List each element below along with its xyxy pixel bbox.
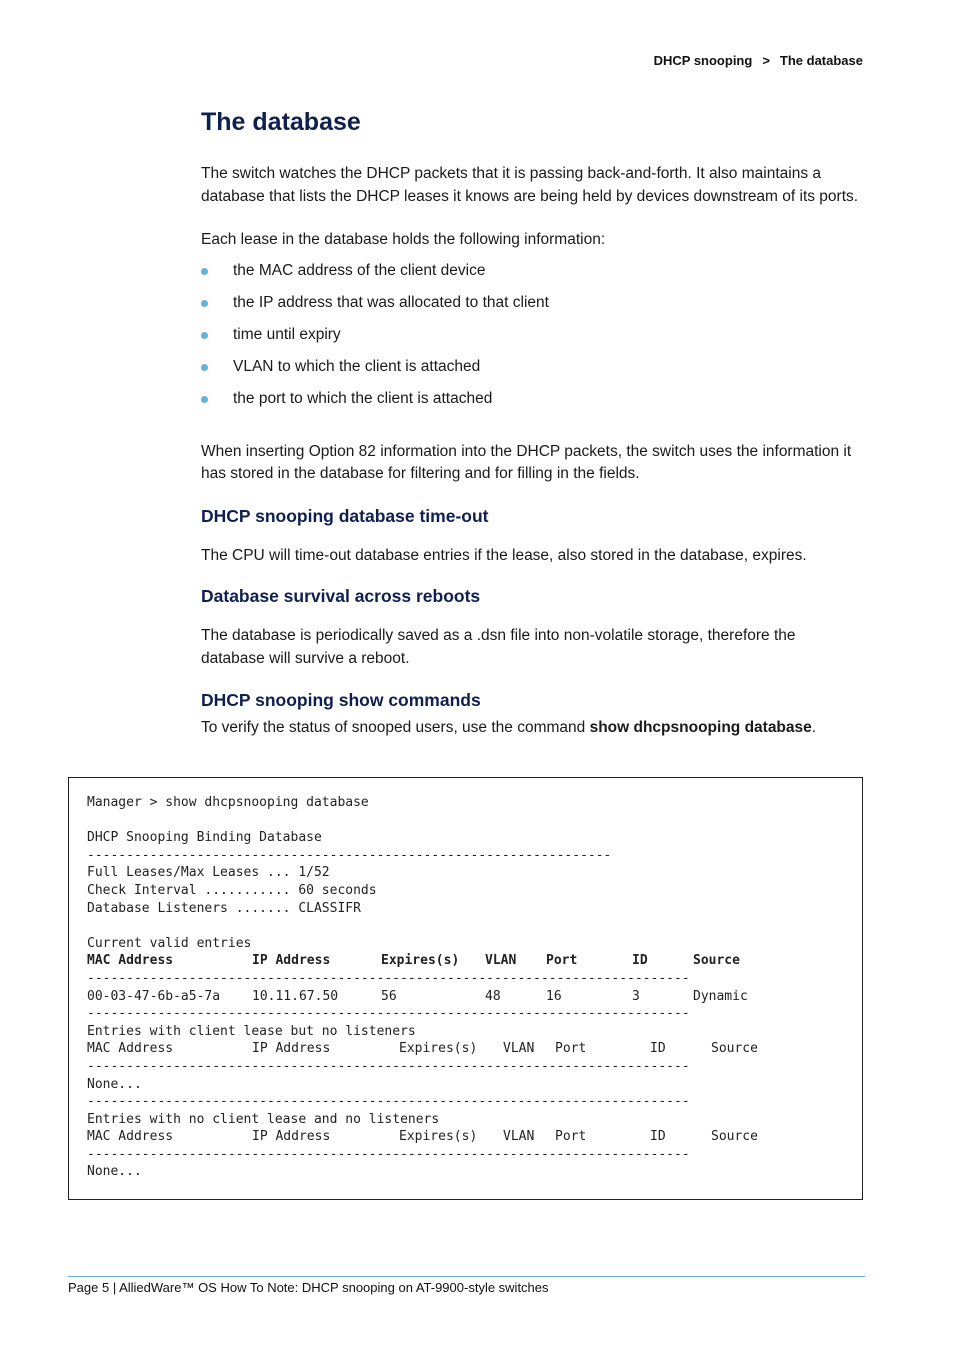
bullet-icon	[201, 364, 208, 371]
none-text: None...	[87, 1164, 142, 1180]
list-item	[201, 292, 861, 324]
column-header: Source	[693, 953, 740, 969]
column-header: Expires(s)	[381, 953, 460, 969]
divider-line: -----------------------------------------------------------------------------	[87, 1094, 690, 1110]
table-cell: 3	[632, 988, 640, 1004]
listeners-line: Database Listeners ....... CLASSIFR	[87, 900, 361, 916]
column-header: IP Address	[252, 1129, 331, 1145]
list-item-text: the IP address that was allocated to that client	[233, 293, 549, 311]
column-header: Expires(s)	[399, 1129, 478, 1145]
list-item-text: the MAC address of the client device	[233, 261, 486, 279]
option82-paragraph: When inserting Option 82 information into the DHCP packets, the switch uses the information it has stored in the database for filtering and for filling in the fields.	[201, 442, 852, 482]
list-item-text: time until expiry	[233, 325, 341, 343]
divider-line: -----------------------------------------------------------------------------	[87, 1006, 690, 1022]
table-cell: 48	[485, 988, 501, 1004]
table-cell: 56	[381, 988, 397, 1004]
show-text-end: .	[811, 719, 817, 736]
no-listeners-heading: Entries with client lease but no listeners	[87, 1023, 416, 1039]
none-text: None...	[87, 1076, 142, 1092]
column-header: Source	[711, 1129, 758, 1145]
column-header: ID	[650, 1041, 666, 1057]
column-header: MAC Address	[87, 953, 174, 969]
column-header: Port	[555, 1041, 587, 1057]
blank-line	[87, 812, 862, 830]
page-title: The database	[201, 108, 361, 136]
table-cell: Dynamic	[693, 988, 748, 1004]
column-header: IP Address	[252, 1041, 331, 1057]
blank-line	[87, 917, 862, 935]
page-footer: Page 5 | AlliedWare™ OS How To Note: DHCP snooping on AT-9900-style switches	[68, 1280, 549, 1295]
bullet-icon	[201, 332, 208, 339]
intro-paragraph: The switch watches the DHCP packets that it is passing back-and-forth. It also maintains a database that lists the DHCP leases it knows are being held by devices downstream of its ports.	[201, 165, 859, 205]
column-header: Source	[711, 1041, 758, 1057]
check-interval-line: Check Interval ........... 60 seconds	[87, 882, 377, 898]
show-text: To verify the status of snooped users, use the command	[201, 719, 590, 736]
divider-line: -----------------------------------------------------------------------------	[87, 1146, 690, 1162]
show-command-paragraph	[201, 717, 861, 740]
terminal-output-box	[68, 777, 863, 1200]
section-heading-timeout: DHCP snooping database time-out	[201, 505, 489, 526]
column-header: Port	[555, 1129, 587, 1145]
column-header: VLAN	[485, 953, 517, 969]
list-item	[201, 356, 861, 388]
column-header: VLAN	[503, 1129, 535, 1145]
divider-line: -----------------------------------------------------------------------------	[87, 1058, 690, 1074]
list-item	[201, 260, 861, 292]
breadcrumb	[654, 53, 863, 68]
list-item	[201, 388, 861, 420]
bullet-icon	[201, 268, 208, 275]
full-leases-line: Full Leases/Max Leases ... 1/52	[87, 865, 330, 881]
column-header: ID	[632, 953, 648, 969]
bullet-icon	[201, 300, 208, 307]
column-header: MAC Address	[87, 1041, 174, 1057]
main-content	[201, 106, 861, 740]
list-item	[201, 324, 861, 356]
column-header: Port	[546, 953, 578, 969]
table-cell: 16	[546, 988, 562, 1004]
list-item-text: the port to which the client is attached	[233, 389, 493, 407]
survival-paragraph: The database is periodically saved as a .dsn file into non-volatile storage, therefore the database will survive a reboot.	[201, 627, 796, 667]
database-title: DHCP Snooping Binding Database	[87, 830, 322, 846]
current-entries-heading: Current valid entries	[87, 935, 252, 951]
terminal-prompt: Manager > show dhcpsnooping database	[87, 795, 369, 810]
column-header: MAC Address	[87, 1129, 174, 1145]
current-entries-header-row	[87, 952, 862, 970]
lease-info-list	[201, 260, 861, 420]
section-heading-show-commands: DHCP snooping show commands	[201, 690, 481, 710]
table-cell: 10.11.67.50	[252, 988, 339, 1004]
lease-intro-paragraph: Each lease in the database holds the following information:	[201, 231, 606, 248]
divider-line: -----------------------------------------------------------------------------	[87, 970, 690, 986]
column-header: ID	[650, 1129, 666, 1145]
breadcrumb-page: The database	[779, 53, 863, 68]
no-lease-header-row	[87, 1128, 862, 1146]
no-lease-heading: Entries with no client lease and no listeners	[87, 1111, 440, 1127]
column-header: VLAN	[503, 1041, 535, 1057]
timeout-paragraph: The CPU will time-out database entries if the lease, also stored in the database, expires.	[201, 546, 807, 564]
column-header: IP Address	[252, 953, 331, 969]
section-heading-survival: Database survival across reboots	[201, 586, 481, 606]
divider-line: -------------------------------------------------------------------	[87, 847, 612, 863]
list-item-text: VLAN to which the client is attached	[233, 357, 481, 375]
breadcrumb-separator: >	[762, 53, 770, 68]
table-row	[87, 988, 862, 1006]
footer-divider	[68, 1276, 865, 1277]
breadcrumb-section: DHCP snooping	[653, 53, 753, 68]
bullet-icon	[201, 396, 208, 403]
table-cell: 00-03-47-6b-a5-7a	[87, 988, 221, 1004]
command-name: show dhcpsnooping database	[589, 719, 812, 736]
column-header: Expires(s)	[399, 1041, 478, 1057]
no-listeners-header-row	[87, 1040, 862, 1058]
